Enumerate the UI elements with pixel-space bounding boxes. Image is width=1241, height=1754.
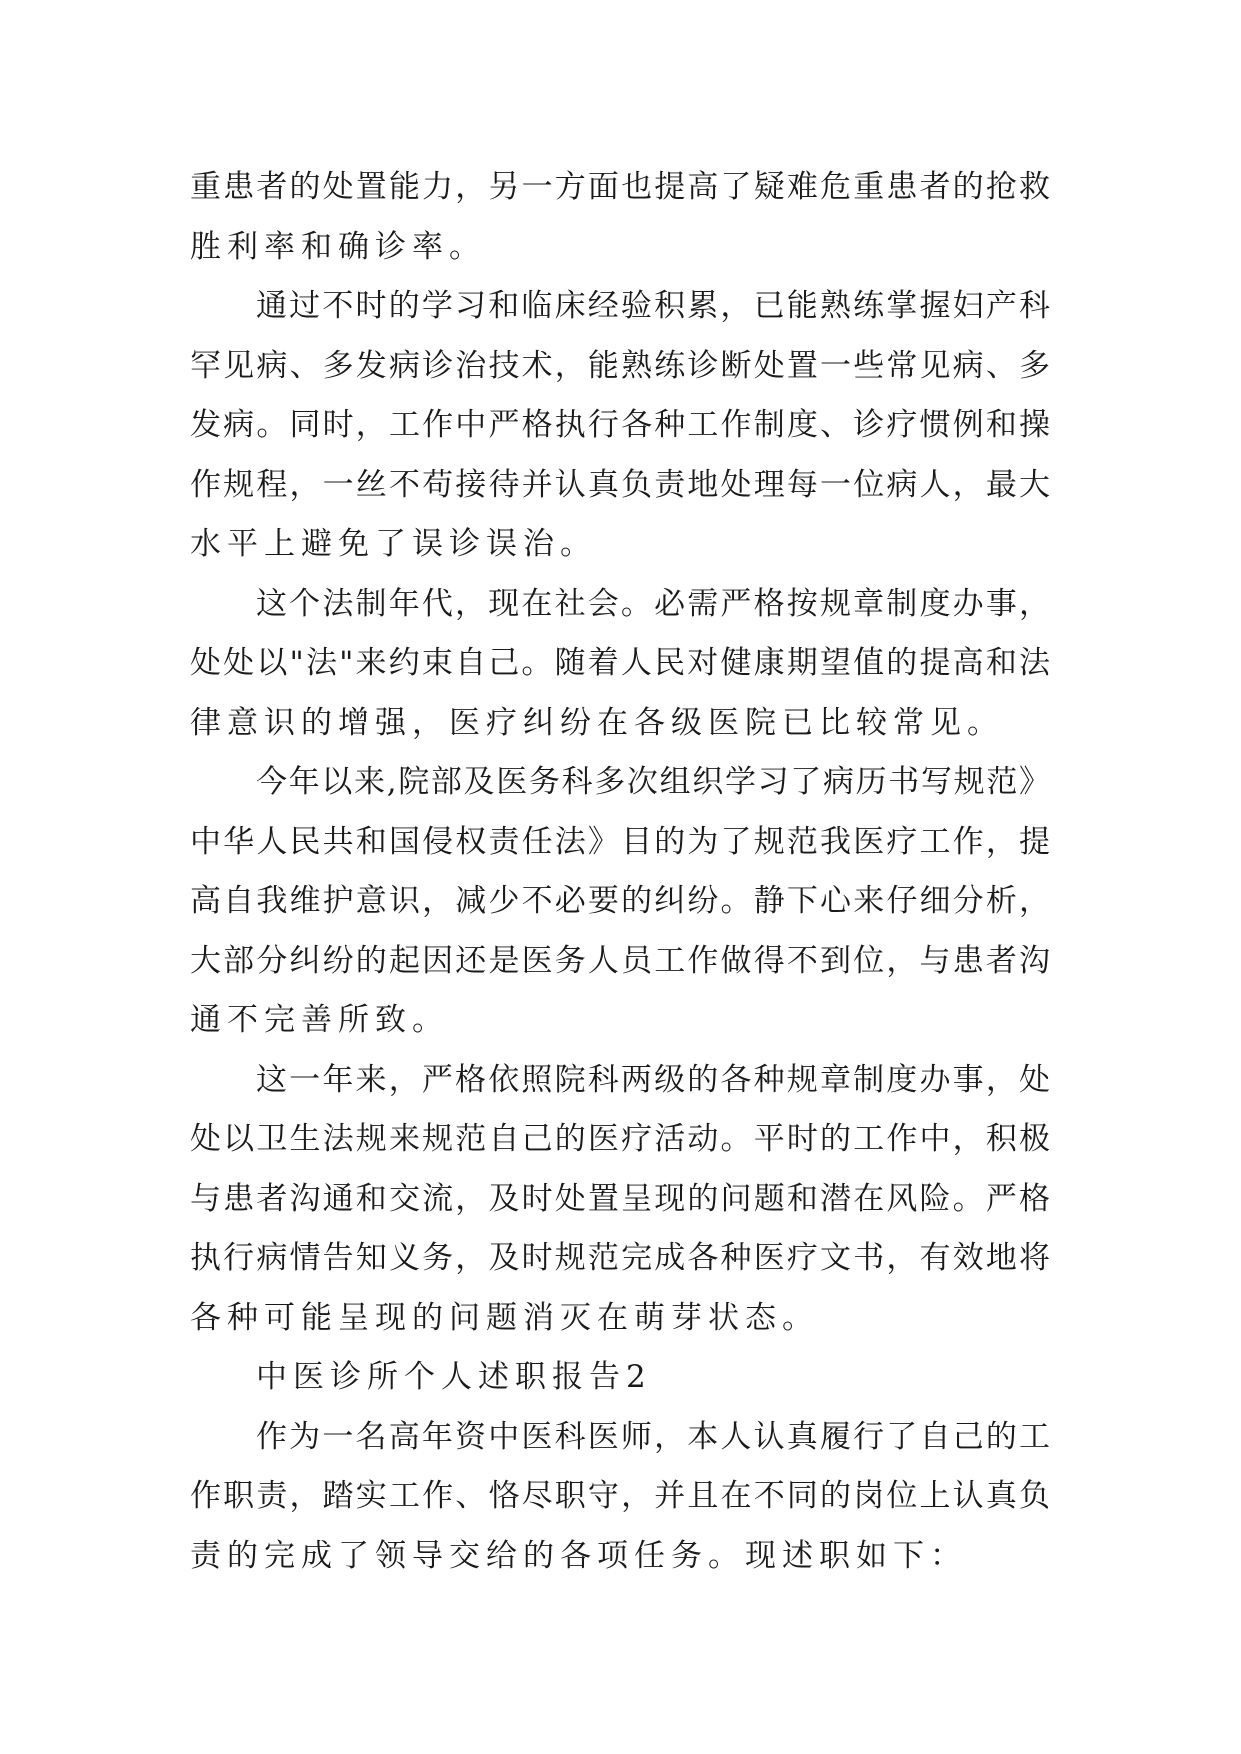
text-line: 作规程，一丝不苟接待并认真负责地处理每一位病人，最大 (190, 466, 1050, 503)
text-line: 发病。同时，工作中严格执行各种工作制度、诊疗惯例和操 (190, 407, 1050, 443)
paragraph-start: 这一年来，严格依照院科两级的各种规章制度办事，处 (256, 1061, 1050, 1098)
text-line: 责的完成了领导交给的各项任务。现述职如下： (190, 1537, 967, 1574)
text-line: 高自我维护意识，减少不必要的纠纷。静下心来仔细分析， (190, 883, 1050, 919)
paragraph-start: 这个法制年代，现在社会。必需严格按规章制度办事， (256, 585, 1050, 622)
document-body (190, 158, 1050, 1586)
text-line: 执行病情告知义务，及时规范完成各种医疗文书，有效地将 (190, 1240, 1050, 1276)
text-line: 作职责，踏实工作、恪尽职守，并且在不同的岗位上认真负 (190, 1478, 1050, 1514)
text-line: 水平上避免了误诊误治。 (190, 526, 597, 562)
text-line: 律意识的增强，医疗纠纷在各级医院已比较常见。 (190, 704, 1004, 741)
text-line: 重患者的处置能力，另一方面也提高了疑难危重患者的抢救 (190, 169, 1050, 205)
text-line: 罕见病、多发病诊治技术，能熟练诊断处置一些常见病、多 (190, 347, 1050, 384)
text-line: 中华人民共和国侵权责任法》目的为了规范我医疗工作，提 (190, 823, 1050, 860)
text-line: 胜利率和确诊率。 (190, 228, 486, 265)
text-line: 处以卫生法规来规范自己的医疗活动。平时的工作中，积极 (190, 1121, 1050, 1157)
text-line: 通不完善所致。 (190, 1002, 449, 1038)
section-heading: 中医诊所个人述职报告2 (256, 1359, 652, 1395)
text-line: 大部分纠纷的起因还是医务人员工作做得不到位，与患者沟 (190, 942, 1050, 979)
paragraph-start: 通过不时的学习和临床经验积累，已能熟练掌握妇产科 (256, 288, 1050, 324)
text-line: 各种可能呈现的问题消灭在萌芽状态。 (190, 1299, 819, 1336)
paragraph-start: 作为一名高年资中医科医师，本人认真履行了自己的工 (256, 1418, 1050, 1455)
paragraph-start: 今年以来,院部及医务科多次组织学习了病历书写规范》 (256, 764, 1050, 800)
text-line: 与患者沟通和交流，及时处置呈现的问题和潜在风险。严格 (190, 1180, 1050, 1217)
text-line: 处处以"法"来约束自己。随着人民对健康期望值的提高和法 (190, 645, 1050, 681)
